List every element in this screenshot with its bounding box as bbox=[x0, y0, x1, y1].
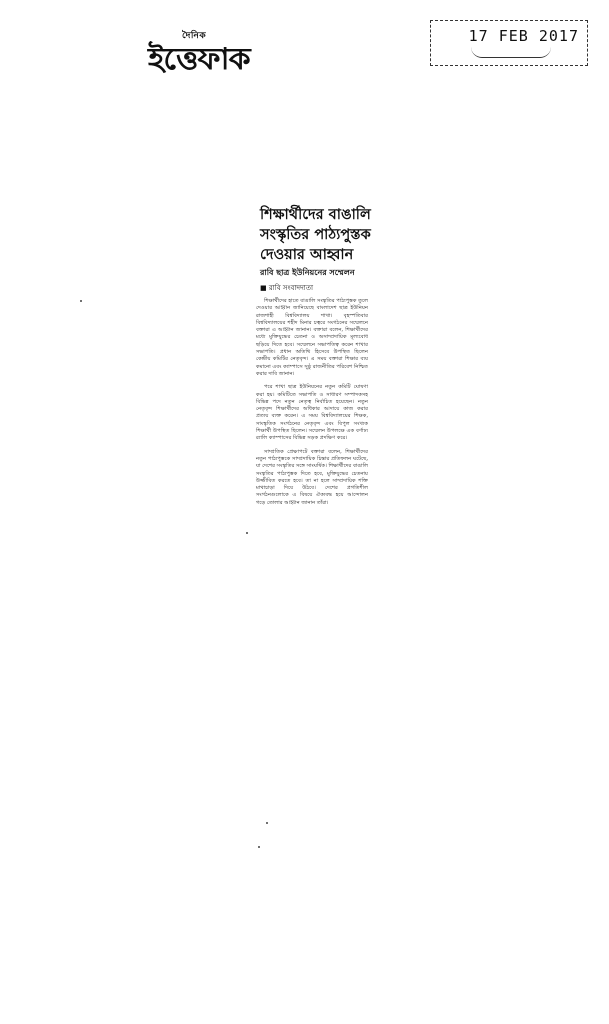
date-stamp bbox=[430, 20, 588, 66]
article-body bbox=[256, 298, 368, 507]
headline-line: দেওয়ার আহ্বান bbox=[260, 247, 354, 263]
scan-speck bbox=[258, 846, 260, 848]
news-clipping bbox=[250, 205, 375, 513]
article-subheading: রাবি ছাত্র ইউনিয়নের সম্মেলন bbox=[260, 268, 355, 277]
article-paragraph: সাম্প্রতিক প্রেক্ষাপটে বক্তারা বলেন, শিক্ষার্থীদের নতুন পাঠ্যপুস্তকে সাম্প্রদায়িক চিন্তার প্রতিফলন ঘটেছে, যা দেশের সংস্কৃতির সঙ্গে সাংঘর্ষিক। শিক্ষার্থীদের বাঙালি সংস্কৃতির পাঠ্যপুস্তক দিতে হবে, মুক্তিযুদ্ধের চেতনায় উজ্জীবিত করতে হবে। তা না হলে সাম্প্রদায়িক শক্তি মাথাচাড়া দিয়ে উঠবে। দেশের প্রগতিশীল সংগঠনগুলোকে এ বিষয়ে ঐক্যবদ্ধ হয়ে আন্দোলন গড়ে তোলার আহ্বান জানান তাঁরা। bbox=[256, 448, 368, 506]
article-paragraph: শিক্ষার্থীদের হাতে বাঙালি সংস্কৃতির পাঠ্যপুস্তক তুলে দেওয়ার আহ্বান জানিয়েছে বাংলাদেশ ছাত্র ইউনিয়ন রাজশাহী বিশ্ববিদ্যালয় শাখা। বৃহস্পতিবার বিশ্ববিদ্যালয়ের শহীদ মিনার চত্বরে সংগঠনের সম্মেলনে বক্তারা এ আহ্বান জানান। বক্তারা বলেন, শিক্ষার্থীদের মধ্যে মুক্তিযুদ্ধের চেতনা ও অসাম্প্রদায়িক মূল্যবোধ ছড়িয়ে দিতে হবে। সম্মেলনে সভাপতিত্ব করেন শাখার সভাপতি। প্রধান অতিথি হিসেবে উপস্থিত ছিলেন কেন্দ্রীয় কমিটির নেতৃবৃন্দ। এ সময় বক্তারা শিক্ষার ব্যয় কমানো এবং ক্যাম্পাসে সুষ্ঠু রাজনীতির পরিবেশ নিশ্চিত করার দাবি জানান। bbox=[256, 298, 368, 377]
headline-line: সংস্কৃতির পাঠ্যপুস্তক bbox=[260, 227, 371, 243]
article-paragraph: পরে শাখা ছাত্র ইউনিয়নের নতুন কমিটি ঘোষণা করা হয়। কমিটিতে সভাপতি ও সাধারণ সম্পাদকসহ বিভিন্ন পদে নতুন নেতৃত্ব নির্বাচিত হয়েছেন। নতুন নেতৃবৃন্দ শিক্ষার্থীদের অধিকার আদায়ে কাজ করার প্রত্যয় ব্যক্ত করেন। এ সময় বিশ্ববিদ্যালয়ের শিক্ষক, সাংস্কৃতিক সংগঠনের নেতৃবৃন্দ এবং বিপুল সংখ্যক শিক্ষার্থী উপস্থিত ছিলেন। সম্মেলন উপলক্ষে এক বর্ণাঢ্য র‌্যালি ক্যাম্পাসের বিভিন্ন সড়ক প্রদক্ষিণ করে। bbox=[256, 384, 368, 442]
article-reporter: ■ রাবি সংবাদদাতা bbox=[260, 284, 314, 292]
stamp-signature-mark bbox=[471, 47, 551, 58]
scan-speck bbox=[246, 532, 248, 534]
newspaper-name: ইত্তেফাক bbox=[148, 42, 250, 77]
stamp-date: 17 FEB 2017 bbox=[468, 27, 579, 45]
masthead-prefix: দৈনিক bbox=[182, 31, 207, 41]
article-headline bbox=[260, 205, 375, 265]
headline-line: শিক্ষার্থীদের বাঙালি bbox=[260, 207, 371, 223]
scan-speck bbox=[266, 822, 268, 824]
newspaper-masthead bbox=[148, 28, 278, 77]
scan-speck bbox=[80, 300, 82, 302]
